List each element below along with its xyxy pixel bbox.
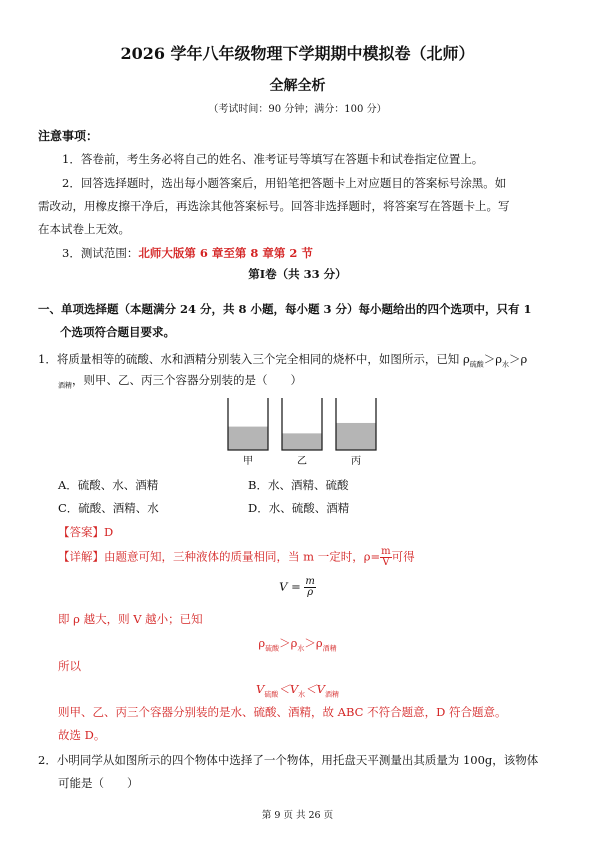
part1-heading-line-1: 一、单项选择题（本题满分 24 分，共 8 小题，每小题 3 分）每小题给出的四个选项中，只有 1 <box>38 302 532 316</box>
rho-symbol: ρ <box>462 352 470 366</box>
q1-analysis-line-rho: 即 ρ 越大，则 V 越小；已知 <box>58 612 203 626</box>
formula-v-equals: V = $\frac{m}{\rho}$ <box>279 576 315 598</box>
analysis-tag: 【详解】 <box>58 549 104 564</box>
beaker-liquid-1 <box>228 427 268 450</box>
beaker-label-2: 乙 <box>297 456 307 467</box>
q1-analysis-so: 所以 <box>58 659 81 673</box>
notes-item-2-line-3: 在本试卷上无效。 <box>38 222 130 236</box>
gt-sign: ＞ <box>509 352 521 366</box>
sub-sulfuric: 硫酸 <box>469 360 484 369</box>
q1-option-c: C．硫酸、酒精、水 <box>58 501 159 515</box>
analysis-suffix: 可得 <box>391 549 415 564</box>
notes-item-3-prefix: 3．测试范围： <box>62 246 139 260</box>
q1-analysis-line-1 <box>58 547 415 568</box>
document-subtitle: 全解全析 <box>269 78 326 94</box>
notes-item-2-line-1: 2．回答选择题时，选出每小题答案后，用铅笔把答题卡上对应题目的答案标号涂黑。如 <box>62 176 507 190</box>
document-title: 2026 学年八年级物理下学期期中模拟卷（北师） <box>120 44 475 63</box>
q1-stem-text-2: ，则甲、乙、丙三个容器分别装的是（ ） <box>72 373 302 387</box>
exam-info: （考试时间：90 分钟；满分：100 分） <box>208 104 387 115</box>
sub-water: 水 <box>502 360 509 369</box>
rho-symbol: ρ <box>520 352 528 366</box>
q1-stem-line-1 <box>38 351 527 369</box>
notes-heading: 注意事项： <box>38 129 99 143</box>
notes-test-range: 北师大版第 6 章至第 8 章第 2 节 <box>138 246 313 260</box>
notes-item-3 <box>62 245 313 261</box>
q2-stem-line-2: 可能是（ ） <box>58 776 139 790</box>
sub-alcohol: 酒精 <box>58 381 72 390</box>
density-comparison: $\rho_{硫酸}>\rho_水>\rho_{酒精}$ <box>258 636 337 653</box>
beaker-label-3: 丙 <box>351 456 361 467</box>
q1-option-a: A．硫酸、水、酒精 <box>58 478 159 492</box>
gt-sign: ＞ <box>483 352 496 366</box>
notes-item-1: 1．答卷前，考生务必将自己的姓名、准考证号等填写在答题卡和试卷指定位置上。 <box>62 152 484 166</box>
analysis-text: 由题意可知，三种液体的质量相同，当 m 一定时， <box>104 549 364 564</box>
formula-rho-lhs: ρ= <box>363 549 381 564</box>
q1-answer: 【答案】D <box>58 525 114 539</box>
section-title: 第Ⅰ卷（共 33 分） <box>248 267 347 281</box>
q2-stem-line-1: 2．小明同学从如图所示的四个物体中选择了一个物体，用托盘天平测量出其质量为 100g，该物体 <box>38 753 539 767</box>
q1-stem-text: 1．将质量相等的硫酸、水和酒精分别装入三个完全相同的烧杯中，如图所示，已知 <box>38 352 460 366</box>
q1-conclusion: 则甲、乙、丙三个容器分别装的是水、硫酸、酒精，故 ABC 不符合题意，D 符合题意。 <box>58 705 507 719</box>
beaker-liquid-2 <box>282 433 322 450</box>
page-number: 第 9 页 共 26 页 <box>261 810 334 821</box>
beakers-figure <box>222 396 382 471</box>
q1-option-b: B．水、酒精、硫酸 <box>248 478 349 492</box>
beaker-liquid-3 <box>336 423 376 450</box>
rho-symbol: ρ <box>495 352 502 366</box>
beaker-label-1: 甲 <box>243 456 253 467</box>
q1-choose: 故选 D。 <box>58 728 106 742</box>
q1-stem-line-2 <box>58 372 302 390</box>
notes-item-2-line-2: 需改动，用橡皮擦干净后，再选涂其他答案标号。回答非选择题时，将答案写在答题卡上。写 <box>38 199 510 213</box>
fraction-m-over-v: $\frac{m}{V}$ <box>381 546 391 568</box>
volume-comparison: $V_{硫酸}<V_水<V_{酒精}$ <box>256 682 339 699</box>
q1-option-d: D．水、硫酸、酒精 <box>248 501 350 515</box>
part1-heading-line-2: 个选项符合题目要求。 <box>60 325 175 339</box>
